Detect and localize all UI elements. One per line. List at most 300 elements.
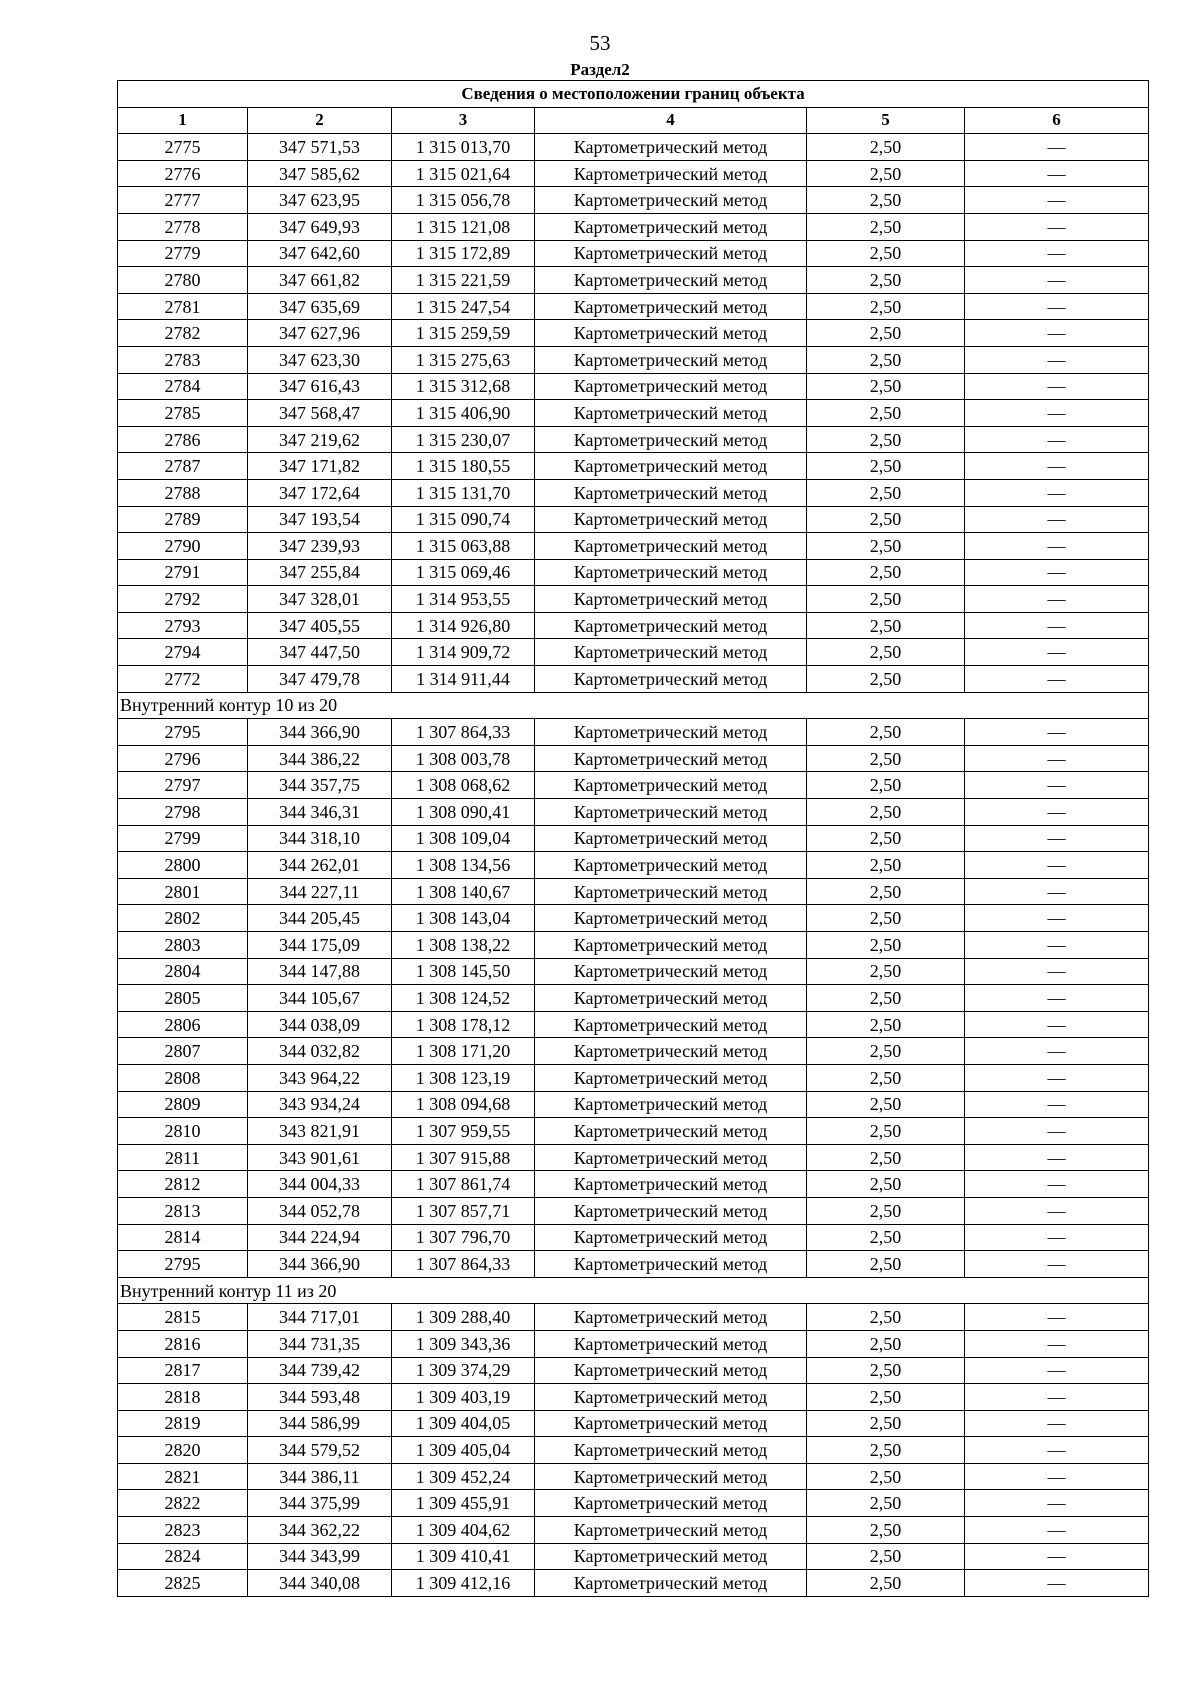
point-number-cell: 2782 bbox=[118, 320, 248, 347]
x-coordinate-cell: 347 635,69 bbox=[248, 293, 392, 320]
x-coordinate-cell: 344 343,99 bbox=[248, 1543, 392, 1570]
method-cell: Картометрический метод bbox=[535, 1224, 807, 1251]
point-number-cell: 2793 bbox=[118, 612, 248, 639]
accuracy-cell: 2,50 bbox=[807, 1490, 965, 1517]
point-number-cell: 2801 bbox=[118, 878, 248, 905]
x-coordinate-cell: 347 171,82 bbox=[248, 453, 392, 480]
description-cell: — bbox=[965, 346, 1149, 373]
point-number-cell: 2797 bbox=[118, 772, 248, 799]
column-header: 4 bbox=[535, 107, 807, 134]
x-coordinate-cell: 344 224,94 bbox=[248, 1224, 392, 1251]
description-cell: — bbox=[965, 187, 1149, 214]
description-cell: — bbox=[965, 958, 1149, 985]
table-row bbox=[118, 1304, 1149, 1331]
point-number-cell: 2802 bbox=[118, 905, 248, 932]
table-row bbox=[118, 293, 1149, 320]
description-cell: — bbox=[965, 267, 1149, 294]
accuracy-cell: 2,50 bbox=[807, 346, 965, 373]
x-coordinate-cell: 344 357,75 bbox=[248, 772, 392, 799]
x-coordinate-cell: 344 032,82 bbox=[248, 1038, 392, 1065]
description-cell: — bbox=[965, 1330, 1149, 1357]
contour-heading-row bbox=[118, 1277, 1149, 1304]
table-row bbox=[118, 666, 1149, 693]
y-coordinate-cell: 1 315 230,07 bbox=[392, 426, 535, 453]
table-row bbox=[118, 1038, 1149, 1065]
table-row bbox=[118, 533, 1149, 560]
description-cell: — bbox=[965, 213, 1149, 240]
description-cell: — bbox=[965, 559, 1149, 586]
point-number-cell: 2821 bbox=[118, 1463, 248, 1490]
point-number-cell: 2820 bbox=[118, 1437, 248, 1464]
y-coordinate-cell: 1 307 959,55 bbox=[392, 1118, 535, 1145]
x-coordinate-cell: 347 623,95 bbox=[248, 187, 392, 214]
y-coordinate-cell: 1 308 145,50 bbox=[392, 958, 535, 985]
method-cell: Картометрический метод bbox=[535, 932, 807, 959]
y-coordinate-cell: 1 307 857,71 bbox=[392, 1197, 535, 1224]
table-row bbox=[118, 1517, 1149, 1544]
y-coordinate-cell: 1 315 121,08 bbox=[392, 213, 535, 240]
y-coordinate-cell: 1 308 090,41 bbox=[392, 799, 535, 826]
method-cell: Картометрический метод bbox=[535, 1171, 807, 1198]
table-row bbox=[118, 1144, 1149, 1171]
accuracy-cell: 2,50 bbox=[807, 320, 965, 347]
y-coordinate-cell: 1 315 312,68 bbox=[392, 373, 535, 400]
y-coordinate-cell: 1 308 178,12 bbox=[392, 1011, 535, 1038]
table-row bbox=[118, 320, 1149, 347]
accuracy-cell: 2,50 bbox=[807, 1304, 965, 1331]
contour-heading-row bbox=[118, 692, 1149, 719]
x-coordinate-cell: 347 642,60 bbox=[248, 240, 392, 267]
point-number-cell: 2807 bbox=[118, 1038, 248, 1065]
description-cell: — bbox=[965, 932, 1149, 959]
accuracy-cell: 2,50 bbox=[807, 772, 965, 799]
x-coordinate-cell: 344 386,11 bbox=[248, 1463, 392, 1490]
accuracy-cell: 2,50 bbox=[807, 719, 965, 746]
accuracy-cell: 2,50 bbox=[807, 586, 965, 613]
table-caption-row bbox=[118, 81, 1149, 108]
description-cell: — bbox=[965, 1543, 1149, 1570]
accuracy-cell: 2,50 bbox=[807, 533, 965, 560]
accuracy-cell: 2,50 bbox=[807, 134, 965, 161]
y-coordinate-cell: 1 309 412,16 bbox=[392, 1570, 535, 1597]
table-row bbox=[118, 1570, 1149, 1597]
table-row bbox=[118, 240, 1149, 267]
accuracy-cell: 2,50 bbox=[807, 1463, 965, 1490]
y-coordinate-cell: 1 309 455,91 bbox=[392, 1490, 535, 1517]
x-coordinate-cell: 344 105,67 bbox=[248, 985, 392, 1012]
accuracy-cell: 2,50 bbox=[807, 639, 965, 666]
y-coordinate-cell: 1 315 247,54 bbox=[392, 293, 535, 320]
y-coordinate-cell: 1 307 864,33 bbox=[392, 719, 535, 746]
accuracy-cell: 2,50 bbox=[807, 799, 965, 826]
description-cell: — bbox=[965, 1171, 1149, 1198]
accuracy-cell: 2,50 bbox=[807, 1091, 965, 1118]
table-row bbox=[118, 1330, 1149, 1357]
table-row bbox=[118, 187, 1149, 214]
point-number-cell: 2795 bbox=[118, 1251, 248, 1278]
table-row bbox=[118, 479, 1149, 506]
description-cell: — bbox=[965, 1517, 1149, 1544]
x-coordinate-cell: 347 623,30 bbox=[248, 346, 392, 373]
point-number-cell: 2809 bbox=[118, 1091, 248, 1118]
x-coordinate-cell: 344 366,90 bbox=[248, 1251, 392, 1278]
description-cell: — bbox=[965, 878, 1149, 905]
x-coordinate-cell: 344 586,99 bbox=[248, 1410, 392, 1437]
method-cell: Картометрический метод bbox=[535, 958, 807, 985]
point-number-cell: 2775 bbox=[118, 134, 248, 161]
accuracy-cell: 2,50 bbox=[807, 1171, 965, 1198]
point-number-cell: 2789 bbox=[118, 506, 248, 533]
point-number-cell: 2808 bbox=[118, 1064, 248, 1091]
x-coordinate-cell: 347 479,78 bbox=[248, 666, 392, 693]
column-header-row bbox=[118, 107, 1149, 134]
table-row bbox=[118, 506, 1149, 533]
x-coordinate-cell: 344 366,90 bbox=[248, 719, 392, 746]
x-coordinate-cell: 347 193,54 bbox=[248, 506, 392, 533]
accuracy-cell: 2,50 bbox=[807, 612, 965, 639]
accuracy-cell: 2,50 bbox=[807, 426, 965, 453]
description-cell: — bbox=[965, 1463, 1149, 1490]
table-row bbox=[118, 932, 1149, 959]
y-coordinate-cell: 1 315 275,63 bbox=[392, 346, 535, 373]
point-number-cell: 2784 bbox=[118, 373, 248, 400]
table-row bbox=[118, 852, 1149, 879]
x-coordinate-cell: 344 052,78 bbox=[248, 1197, 392, 1224]
method-cell: Картометрический метод bbox=[535, 905, 807, 932]
point-number-cell: 2806 bbox=[118, 1011, 248, 1038]
accuracy-cell: 2,50 bbox=[807, 479, 965, 506]
method-cell: Картометрический метод bbox=[535, 1118, 807, 1145]
contour-heading: Внутренний контур 11 из 20 bbox=[118, 1277, 1149, 1304]
description-cell: — bbox=[965, 666, 1149, 693]
method-cell: Картометрический метод bbox=[535, 985, 807, 1012]
description-cell: — bbox=[965, 719, 1149, 746]
point-number-cell: 2798 bbox=[118, 799, 248, 826]
point-number-cell: 2791 bbox=[118, 559, 248, 586]
table-row bbox=[118, 1357, 1149, 1384]
y-coordinate-cell: 1 308 138,22 bbox=[392, 932, 535, 959]
method-cell: Картометрический метод bbox=[535, 1437, 807, 1464]
y-coordinate-cell: 1 308 109,04 bbox=[392, 825, 535, 852]
method-cell: Картометрический метод bbox=[535, 479, 807, 506]
method-cell: Картометрический метод bbox=[535, 1543, 807, 1570]
method-cell: Картометрический метод bbox=[535, 1304, 807, 1331]
table-row bbox=[118, 1224, 1149, 1251]
accuracy-cell: 2,50 bbox=[807, 745, 965, 772]
description-cell: — bbox=[965, 1011, 1149, 1038]
x-coordinate-cell: 347 627,96 bbox=[248, 320, 392, 347]
y-coordinate-cell: 1 315 172,89 bbox=[392, 240, 535, 267]
table-row bbox=[118, 1543, 1149, 1570]
method-cell: Картометрический метод bbox=[535, 799, 807, 826]
table-row bbox=[118, 639, 1149, 666]
x-coordinate-cell: 344 262,01 bbox=[248, 852, 392, 879]
x-coordinate-cell: 344 593,48 bbox=[248, 1384, 392, 1411]
description-cell: — bbox=[965, 479, 1149, 506]
method-cell: Картометрический метод bbox=[535, 533, 807, 560]
description-cell: — bbox=[965, 825, 1149, 852]
point-number-cell: 2779 bbox=[118, 240, 248, 267]
description-cell: — bbox=[965, 426, 1149, 453]
table-row bbox=[118, 1011, 1149, 1038]
method-cell: Картометрический метод bbox=[535, 1144, 807, 1171]
point-number-cell: 2822 bbox=[118, 1490, 248, 1517]
description-cell: — bbox=[965, 799, 1149, 826]
description-cell: — bbox=[965, 1144, 1149, 1171]
point-number-cell: 2823 bbox=[118, 1517, 248, 1544]
table-row bbox=[118, 1171, 1149, 1198]
table-row bbox=[118, 1463, 1149, 1490]
accuracy-cell: 2,50 bbox=[807, 878, 965, 905]
method-cell: Картометрический метод bbox=[535, 639, 807, 666]
x-coordinate-cell: 347 239,93 bbox=[248, 533, 392, 560]
y-coordinate-cell: 1 314 926,80 bbox=[392, 612, 535, 639]
accuracy-cell: 2,50 bbox=[807, 958, 965, 985]
y-coordinate-cell: 1 314 911,44 bbox=[392, 666, 535, 693]
point-number-cell: 2785 bbox=[118, 400, 248, 427]
point-number-cell: 2799 bbox=[118, 825, 248, 852]
point-number-cell: 2825 bbox=[118, 1570, 248, 1597]
description-cell: — bbox=[965, 134, 1149, 161]
table-caption: Сведения о местоположении границ объекта bbox=[118, 81, 1149, 108]
y-coordinate-cell: 1 309 403,19 bbox=[392, 1384, 535, 1411]
description-cell: — bbox=[965, 985, 1149, 1012]
description-cell: — bbox=[965, 1224, 1149, 1251]
method-cell: Картометрический метод bbox=[535, 1463, 807, 1490]
description-cell: — bbox=[965, 1384, 1149, 1411]
method-cell: Картометрический метод bbox=[535, 213, 807, 240]
method-cell: Картометрический метод bbox=[535, 612, 807, 639]
accuracy-cell: 2,50 bbox=[807, 187, 965, 214]
table-row bbox=[118, 825, 1149, 852]
accuracy-cell: 2,50 bbox=[807, 1224, 965, 1251]
section-title: Раздел2 bbox=[570, 60, 630, 79]
point-number-cell: 2800 bbox=[118, 852, 248, 879]
table-row bbox=[118, 1118, 1149, 1145]
accuracy-cell: 2,50 bbox=[807, 1251, 965, 1278]
x-coordinate-cell: 344 340,08 bbox=[248, 1570, 392, 1597]
table-row bbox=[118, 1197, 1149, 1224]
x-coordinate-cell: 344 739,42 bbox=[248, 1357, 392, 1384]
y-coordinate-cell: 1 309 404,62 bbox=[392, 1517, 535, 1544]
method-cell: Картометрический метод bbox=[535, 1410, 807, 1437]
point-number-cell: 2787 bbox=[118, 453, 248, 480]
description-cell: — bbox=[965, 293, 1149, 320]
description-cell: — bbox=[965, 905, 1149, 932]
y-coordinate-cell: 1 308 068,62 bbox=[392, 772, 535, 799]
method-cell: Картометрический метод bbox=[535, 719, 807, 746]
method-cell: Картометрический метод bbox=[535, 320, 807, 347]
method-cell: Картометрический метод bbox=[535, 666, 807, 693]
point-number-cell: 2780 bbox=[118, 267, 248, 294]
method-cell: Картометрический метод bbox=[535, 772, 807, 799]
table-row bbox=[118, 213, 1149, 240]
y-coordinate-cell: 1 309 404,05 bbox=[392, 1410, 535, 1437]
method-cell: Картометрический метод bbox=[535, 1384, 807, 1411]
point-number-cell: 2778 bbox=[118, 213, 248, 240]
point-number-cell: 2824 bbox=[118, 1543, 248, 1570]
accuracy-cell: 2,50 bbox=[807, 1570, 965, 1597]
accuracy-cell: 2,50 bbox=[807, 825, 965, 852]
table-body bbox=[118, 134, 1149, 1597]
description-cell: — bbox=[965, 772, 1149, 799]
x-coordinate-cell: 344 362,22 bbox=[248, 1517, 392, 1544]
method-cell: Картометрический метод bbox=[535, 878, 807, 905]
accuracy-cell: 2,50 bbox=[807, 905, 965, 932]
method-cell: Картометрический метод bbox=[535, 187, 807, 214]
accuracy-cell: 2,50 bbox=[807, 1437, 965, 1464]
accuracy-cell: 2,50 bbox=[807, 400, 965, 427]
method-cell: Картометрический метод bbox=[535, 1251, 807, 1278]
x-coordinate-cell: 343 821,91 bbox=[248, 1118, 392, 1145]
method-cell: Картометрический метод bbox=[535, 453, 807, 480]
y-coordinate-cell: 1 307 864,33 bbox=[392, 1251, 535, 1278]
y-coordinate-cell: 1 315 221,59 bbox=[392, 267, 535, 294]
point-number-cell: 2819 bbox=[118, 1410, 248, 1437]
table-row bbox=[118, 1410, 1149, 1437]
method-cell: Картометрический метод bbox=[535, 373, 807, 400]
method-cell: Картометрический метод bbox=[535, 1517, 807, 1544]
description-cell: — bbox=[965, 1410, 1149, 1437]
accuracy-cell: 2,50 bbox=[807, 160, 965, 187]
y-coordinate-cell: 1 309 374,29 bbox=[392, 1357, 535, 1384]
y-coordinate-cell: 1 309 343,36 bbox=[392, 1330, 535, 1357]
accuracy-cell: 2,50 bbox=[807, 1517, 965, 1544]
description-cell: — bbox=[965, 400, 1149, 427]
y-coordinate-cell: 1 315 021,64 bbox=[392, 160, 535, 187]
method-cell: Картометрический метод bbox=[535, 267, 807, 294]
description-cell: — bbox=[965, 1038, 1149, 1065]
x-coordinate-cell: 347 616,43 bbox=[248, 373, 392, 400]
y-coordinate-cell: 1 308 123,19 bbox=[392, 1064, 535, 1091]
method-cell: Картометрический метод bbox=[535, 240, 807, 267]
method-cell: Картометрический метод bbox=[535, 852, 807, 879]
column-header: 5 bbox=[807, 107, 965, 134]
point-number-cell: 2815 bbox=[118, 1304, 248, 1331]
method-cell: Картометрический метод bbox=[535, 1570, 807, 1597]
table-row bbox=[118, 1384, 1149, 1411]
table-row bbox=[118, 134, 1149, 161]
y-coordinate-cell: 1 315 406,90 bbox=[392, 400, 535, 427]
method-cell: Картометрический метод bbox=[535, 745, 807, 772]
method-cell: Картометрический метод bbox=[535, 1197, 807, 1224]
point-number-cell: 2794 bbox=[118, 639, 248, 666]
y-coordinate-cell: 1 315 131,70 bbox=[392, 479, 535, 506]
accuracy-cell: 2,50 bbox=[807, 267, 965, 294]
accuracy-cell: 2,50 bbox=[807, 240, 965, 267]
table-row bbox=[118, 453, 1149, 480]
y-coordinate-cell: 1 308 124,52 bbox=[392, 985, 535, 1012]
page-number: 53 bbox=[589, 31, 611, 55]
y-coordinate-cell: 1 308 094,68 bbox=[392, 1091, 535, 1118]
y-coordinate-cell: 1 309 452,24 bbox=[392, 1463, 535, 1490]
x-coordinate-cell: 344 318,10 bbox=[248, 825, 392, 852]
description-cell: — bbox=[965, 1118, 1149, 1145]
y-coordinate-cell: 1 307 796,70 bbox=[392, 1224, 535, 1251]
y-coordinate-cell: 1 307 861,74 bbox=[392, 1171, 535, 1198]
x-coordinate-cell: 344 731,35 bbox=[248, 1330, 392, 1357]
x-coordinate-cell: 344 227,11 bbox=[248, 878, 392, 905]
x-coordinate-cell: 344 038,09 bbox=[248, 1011, 392, 1038]
table-row bbox=[118, 1091, 1149, 1118]
description-cell: — bbox=[965, 852, 1149, 879]
x-coordinate-cell: 347 219,62 bbox=[248, 426, 392, 453]
accuracy-cell: 2,50 bbox=[807, 506, 965, 533]
method-cell: Картометрический метод bbox=[535, 825, 807, 852]
table-row bbox=[118, 426, 1149, 453]
description-cell: — bbox=[965, 373, 1149, 400]
table-row bbox=[118, 346, 1149, 373]
accuracy-cell: 2,50 bbox=[807, 453, 965, 480]
x-coordinate-cell: 344 205,45 bbox=[248, 905, 392, 932]
y-coordinate-cell: 1 309 288,40 bbox=[392, 1304, 535, 1331]
description-cell: — bbox=[965, 1197, 1149, 1224]
point-number-cell: 2790 bbox=[118, 533, 248, 560]
accuracy-cell: 2,50 bbox=[807, 373, 965, 400]
description-cell: — bbox=[965, 160, 1149, 187]
y-coordinate-cell: 1 314 953,55 bbox=[392, 586, 535, 613]
x-coordinate-cell: 343 901,61 bbox=[248, 1144, 392, 1171]
x-coordinate-cell: 344 175,09 bbox=[248, 932, 392, 959]
description-cell: — bbox=[965, 1437, 1149, 1464]
method-cell: Картометрический метод bbox=[535, 1357, 807, 1384]
table-row bbox=[118, 586, 1149, 613]
point-number-cell: 2783 bbox=[118, 346, 248, 373]
table-row bbox=[118, 719, 1149, 746]
table-row bbox=[118, 559, 1149, 586]
method-cell: Картометрический метод bbox=[535, 400, 807, 427]
point-number-cell: 2803 bbox=[118, 932, 248, 959]
column-header: 6 bbox=[965, 107, 1149, 134]
x-coordinate-cell: 347 447,50 bbox=[248, 639, 392, 666]
point-number-cell: 2814 bbox=[118, 1224, 248, 1251]
accuracy-cell: 2,50 bbox=[807, 852, 965, 879]
method-cell: Картометрический метод bbox=[535, 1064, 807, 1091]
description-cell: — bbox=[965, 1091, 1149, 1118]
table-row bbox=[118, 799, 1149, 826]
x-coordinate-cell: 347 568,47 bbox=[248, 400, 392, 427]
accuracy-cell: 2,50 bbox=[807, 1118, 965, 1145]
point-number-cell: 2804 bbox=[118, 958, 248, 985]
y-coordinate-cell: 1 315 090,74 bbox=[392, 506, 535, 533]
x-coordinate-cell: 344 004,33 bbox=[248, 1171, 392, 1198]
accuracy-cell: 2,50 bbox=[807, 1197, 965, 1224]
point-number-cell: 2818 bbox=[118, 1384, 248, 1411]
description-cell: — bbox=[965, 1357, 1149, 1384]
y-coordinate-cell: 1 314 909,72 bbox=[392, 639, 535, 666]
point-number-cell: 2786 bbox=[118, 426, 248, 453]
x-coordinate-cell: 347 328,01 bbox=[248, 586, 392, 613]
y-coordinate-cell: 1 315 259,59 bbox=[392, 320, 535, 347]
x-coordinate-cell: 347 172,64 bbox=[248, 479, 392, 506]
y-coordinate-cell: 1 315 056,78 bbox=[392, 187, 535, 214]
accuracy-cell: 2,50 bbox=[807, 985, 965, 1012]
y-coordinate-cell: 1 308 143,04 bbox=[392, 905, 535, 932]
x-coordinate-cell: 347 571,53 bbox=[248, 134, 392, 161]
table-row bbox=[118, 1251, 1149, 1278]
column-header: 2 bbox=[248, 107, 392, 134]
accuracy-cell: 2,50 bbox=[807, 1410, 965, 1437]
table-row bbox=[118, 160, 1149, 187]
point-number-cell: 2817 bbox=[118, 1357, 248, 1384]
table-row bbox=[118, 1437, 1149, 1464]
method-cell: Картометрический метод bbox=[535, 559, 807, 586]
x-coordinate-cell: 344 386,22 bbox=[248, 745, 392, 772]
description-cell: — bbox=[965, 1064, 1149, 1091]
method-cell: Картометрический метод bbox=[535, 1038, 807, 1065]
accuracy-cell: 2,50 bbox=[807, 1330, 965, 1357]
method-cell: Картометрический метод bbox=[535, 293, 807, 320]
